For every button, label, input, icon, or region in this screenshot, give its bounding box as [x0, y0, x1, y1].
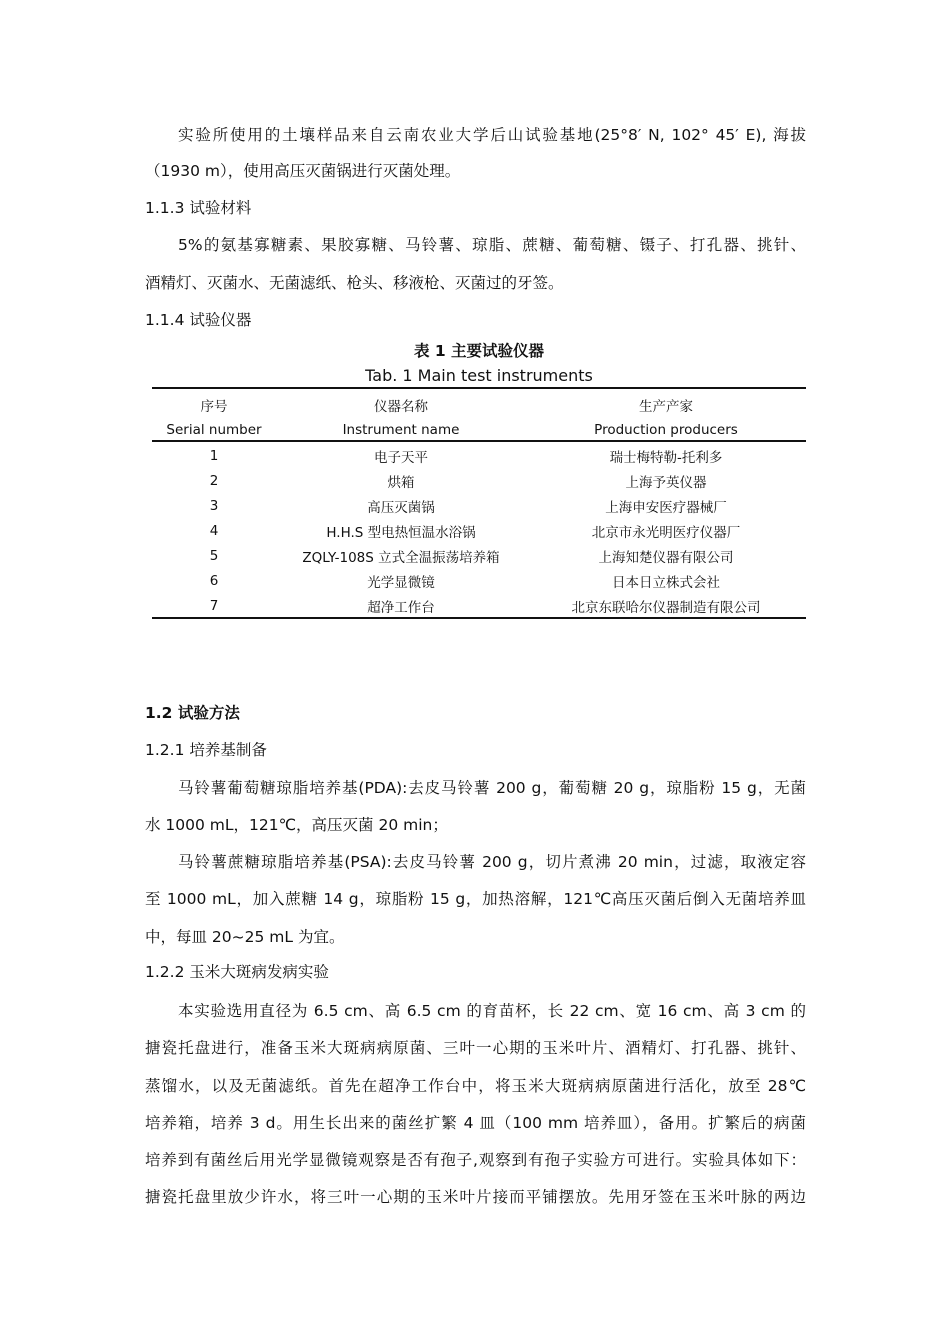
- table-row: [152, 568, 806, 593]
- table-bottom-rule: [152, 617, 806, 619]
- instruments-table: [152, 443, 806, 618]
- table-caption-cn: 表 1 主要试验仪器: [413, 342, 545, 360]
- text-line: （1930 m），使用高压灭菌锅进行灭菌处理。: [145, 162, 461, 180]
- table-row: [152, 518, 806, 543]
- table-cell: 北京东联哈尔仪器制造有限公司: [571, 599, 761, 616]
- text-line: 培养箱，培养 3 d。用生长出来的菌丝扩繁 4 皿（100 mm 培养皿），备用。扩繁后的病菌: [145, 1114, 806, 1132]
- header-cell: 生产产家: [639, 398, 693, 415]
- table-row: [152, 443, 806, 468]
- table-cell: 3: [209, 497, 219, 514]
- heading-1-2: 1.2 试验方法: [145, 704, 240, 722]
- heading-1-1-4: 1.1.4 试验仪器: [145, 311, 252, 329]
- table-cell: 2: [209, 472, 219, 489]
- table-cell: 5: [209, 547, 219, 564]
- text-line: 马铃薯葡萄糖琼脂培养基(PDA):去皮马铃薯 200 g，葡萄糖 20 g，琼脂粉 15 g，无菌: [178, 779, 806, 797]
- table-cell: H.H.S 型电热恒温水浴锅: [326, 524, 476, 541]
- table-caption-en: Tab. 1 Main test instruments: [365, 366, 593, 385]
- header-cell: Instrument name: [342, 421, 460, 438]
- text-line: 培养到有菌丝后用光学显微镜观察是否有孢子,观察到有孢子实验方可进行。实验具体如下：: [145, 1151, 806, 1169]
- text-line: 5%的氨基寡糖素、果胶寡糖、马铃薯、琼脂、蔗糖、葡萄糖、镊子、打孔器、挑针、: [178, 236, 806, 254]
- text-line: 酒精灯、灭菌水、无菌滤纸、枪头、移液枪、灭菌过的牙签。: [145, 274, 564, 292]
- text-line: 蒸馏水，以及无菌滤纸。首先在超净工作台中，将玉米大斑病病原菌进行活化，放至 28℃: [145, 1077, 806, 1095]
- header-cell: Production producers: [594, 421, 738, 438]
- table-cell: 4: [209, 522, 219, 539]
- table-cell: 高压灭菌锅: [367, 499, 435, 516]
- table-cell: 瑞士梅特勒-托利多: [609, 449, 723, 466]
- text-line: 搪瓷托盘里放少许水，将三叶一心期的玉米叶片接而平铺摆放。先用牙签在玉米叶脉的两边: [145, 1188, 806, 1206]
- table-cell: 北京市永光明医疗仪器厂: [591, 524, 741, 541]
- table-row: [152, 493, 806, 518]
- table-row: [152, 468, 806, 493]
- text-line: 本实验选用直径为 6.5 cm、高 6.5 cm 的育苗杯，长 22 cm、宽 16 cm、高 3 cm 的: [178, 1002, 806, 1020]
- text-line: 水 1000 mL，121℃，高压灭菌 20 min；: [145, 816, 448, 834]
- text-line: 至 1000 mL，加入蔗糖 14 g，琼脂粉 15 g，加热溶解，121℃高压灭菌后倒入无菌培养皿: [145, 890, 806, 908]
- table-cell: 1: [209, 447, 219, 464]
- header-cell: Serial number: [166, 421, 262, 438]
- table-cell: 电子天平: [374, 449, 428, 466]
- table-cell: 上海知楚仪器有限公司: [598, 549, 734, 566]
- table-cell: 7: [209, 597, 219, 614]
- table-cell: 上海申安医疗器械厂: [605, 499, 727, 516]
- table-cell: 超净工作台: [367, 599, 435, 616]
- table-cell: 日本日立株式会社: [612, 574, 720, 591]
- text-line: 搪瓷托盘进行，准备玉米大斑病病原菌、三叶一心期的玉米叶片、酒精灯、打孔器、挑针、: [145, 1039, 806, 1057]
- table-row: [152, 543, 806, 568]
- text-line: 中，每皿 20~25 mL 为宜。: [145, 928, 345, 946]
- header-cell: 序号: [200, 398, 228, 415]
- table-cell: ZQLY-108S 立式全温振荡培养箱: [302, 549, 500, 566]
- table-cell: 光学显微镜: [367, 574, 435, 591]
- heading-1-2-1: 1.2.1 培养基制备: [145, 741, 267, 759]
- table-header: [152, 392, 806, 442]
- table-cell: 烘箱: [387, 474, 415, 491]
- heading-1-1-3: 1.1.3 试验材料: [145, 199, 252, 217]
- table-cell: 6: [209, 572, 219, 589]
- heading-1-2-2: 1.2.2 玉米大斑病发病实验: [145, 963, 329, 981]
- header-cell: 仪器名称: [374, 398, 428, 415]
- table-row: [152, 593, 806, 618]
- table-cell: 上海予英仪器: [625, 474, 707, 491]
- text-line: 实验所使用的土壤样品来自云南农业大学后山试验基地(25°8′ N, 102° 45′ E), 海拔: [178, 126, 806, 144]
- table-header-rule: [152, 440, 806, 442]
- table-top-rule: [152, 387, 806, 389]
- text-line: 马铃薯蔗糖琼脂培养基(PSA):去皮马铃薯 200 g，切片煮沸 20 min，过滤，取液定容: [178, 853, 806, 871]
